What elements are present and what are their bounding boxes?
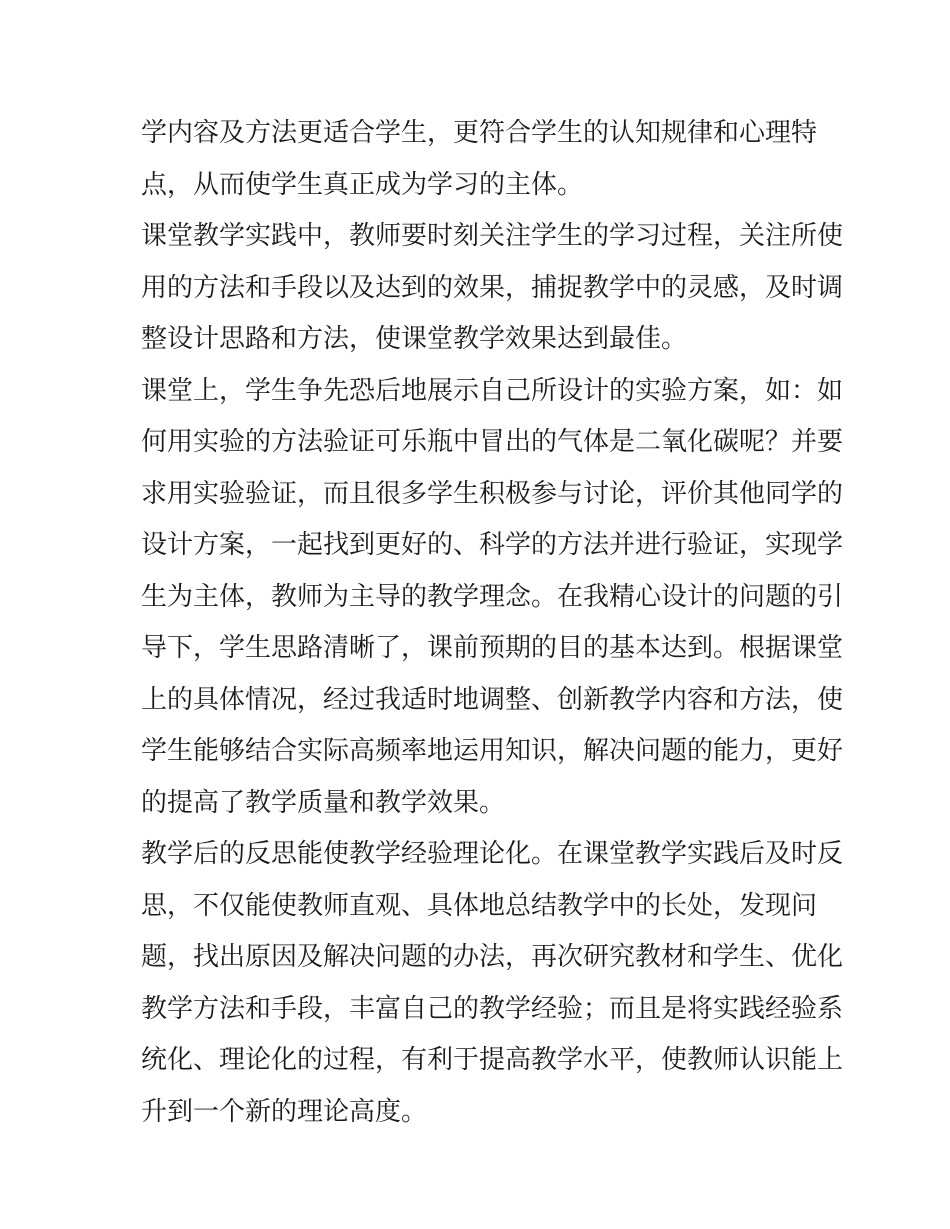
text-line-14: 的提高了教学质量和教学效果。 [141,787,506,818]
text-line-15: 教学后的反思能使教学经验理论化。在课堂教学实践后及时反 [141,839,844,869]
text-line-17: 题，找出原因及解决问题的办法，再次研究教材和学生、优化 [141,942,844,972]
text-line-11: 导下，学生思路清晰了，课前预期的目的基本达到。根据课堂 [141,633,844,663]
text-line-8: 求用实验验证，而且很多学生积极参与讨论，评价其他同学的 [141,478,844,509]
text-line-19: 统化、理论化的过程，有利于提高教学水平，使教师认识能上 [141,1045,844,1075]
text-line-3: 课堂教学实践中，教师要时刻关注学生的学习过程，关注所使 [141,221,844,251]
text-line-20: 升到一个新的理论高度。 [141,1096,428,1127]
text-line-5: 整设计思路和方法，使课堂教学效果达到最佳。 [141,324,688,354]
text-line-10: 生为主体，教师为主导的教学理念。在我精心设计的问题的引 [141,581,844,612]
text-line-12: 上的具体情况，经过我适时地调整、创新教学内容和方法，使 [141,684,844,715]
text-line-7: 何用实验的方法验证可乐瓶中冒出的气体是二氧化碳呢？并要 [141,427,844,457]
text-line-2: 点，从而使学生真正成为学习的主体。 [141,169,584,200]
document-body [141,108,844,1138]
text-line-6: 课堂上，学生争先恐后地展示自己所设计的实验方案，如：如 [141,375,844,406]
text-line-4: 用的方法和手段以及达到的效果，捕捉教学中的灵感，及时调 [141,272,844,303]
text-line-18: 教学方法和手段，丰富自己的教学经验；而且是将实践经验系 [141,993,844,1024]
text-line-16: 思，不仅能使教师直观、具体地总结教学中的长处，发现问 [141,890,818,921]
text-line-13: 学生能够结合实际高频率地运用知识，解决问题的能力，更好 [141,736,844,766]
text-line-9: 设计方案，一起找到更好的、科学的方法并进行验证，实现学 [141,530,844,560]
text-line-1: 学内容及方法更适合学生，更符合学生的认知规律和心理特 [141,118,818,148]
